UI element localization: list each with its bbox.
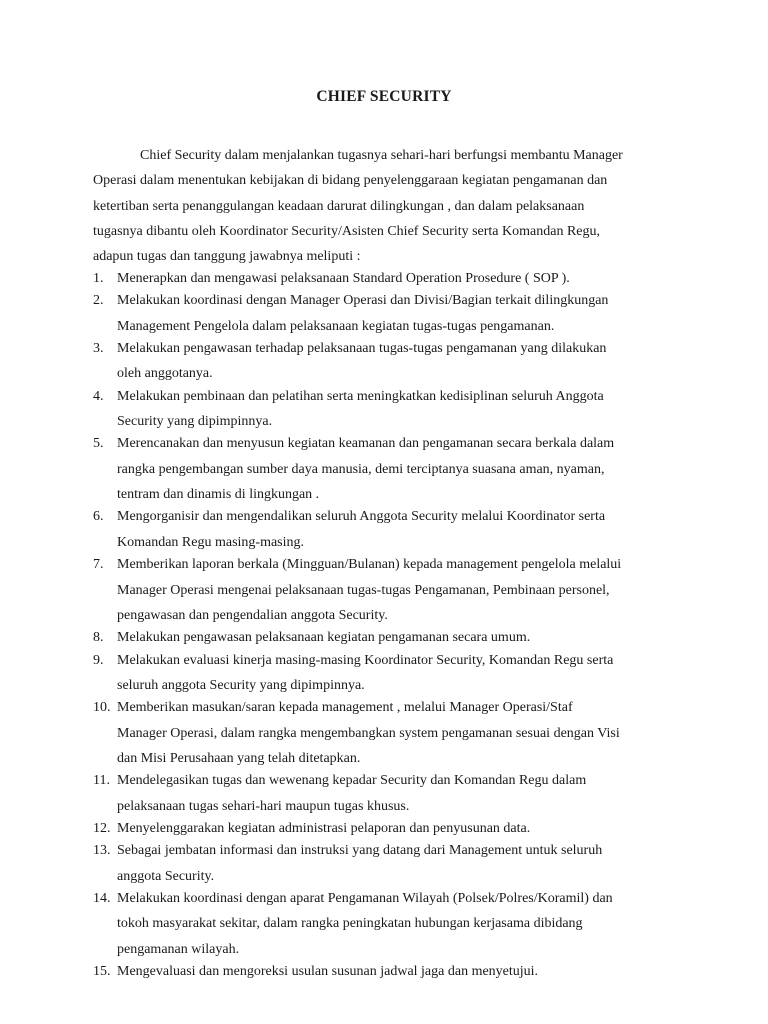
list-item-text: seluruh anggota Security yang dipimpinnya. (117, 678, 365, 693)
intro-paragraph (93, 143, 693, 269)
list-item (93, 506, 693, 553)
list-item-text: Menyelenggarakan kegiatan administrasi pelaporan dan penyusunan data. (117, 821, 531, 837)
list-item (93, 338, 693, 385)
list-item (93, 386, 693, 433)
intro-line: Chief Security dalam menjalankan tugasnya sehari-hari berfungsi membantu Manager (140, 148, 623, 163)
intro-line: adapun tugas dan tanggung jawabnya meliputi : (93, 249, 361, 265)
list-item-text: Manager Operasi mengenai pelaksanaan tugas-tugas Pengamanan, Pembinaan personel, (117, 582, 610, 598)
list-item (93, 433, 693, 505)
list-item-text: Menerapkan dan mengawasi pelaksanaan Standard Operation Prosedure ( SOP ). (117, 271, 570, 286)
list-item-text: pengawasan dan pengendalian anggota Security. (117, 608, 388, 624)
list-item-text: Memberikan masukan/saran kepada management , melalui Manager Operasi/Staf (117, 700, 573, 716)
list-item (93, 840, 693, 887)
list-item-number: 9. (93, 652, 104, 668)
intro-line: ketertiban serta penanggulangan keadaan darurat dilingkungan , dan dalam pelaksanaan (93, 198, 585, 214)
list-item-text: tentram dan dinamis di lingkungan . (117, 487, 320, 503)
list-item-number: 13. (93, 843, 111, 859)
list-item (93, 888, 693, 960)
list-item-text: Memberikan laporan berkala (Mingguan/Bulanan) kepada management pengelola melalui (117, 557, 622, 573)
list-item-number: 10. (93, 700, 111, 716)
list-item-text: Melakukan koordinasi dengan aparat Pengamanan Wilayah (Polsek/Polres/Koramil) dan (117, 890, 613, 906)
duties-list (93, 268, 693, 983)
list-item-text: Melakukan pengawasan pelaksanaan kegiatan pengamanan secara umum. (117, 630, 531, 646)
page-title: CHIEF SECURITY (316, 88, 452, 105)
list-item-text: Mengevaluasi dan mengoreksi usulan susunan jadwal jaga dan menyetujui. (117, 964, 539, 980)
list-item-text: Security yang dipimpinnya. (117, 414, 273, 430)
intro-line: Operasi dalam menentukan kebijakan di bidang penyelenggaraan kegiatan pengamanan dan (93, 173, 608, 189)
list-item-number: 2. (93, 293, 104, 309)
list-item-text: Melakukan pengawasan terhadap pelaksanaan tugas-tugas pengamanan yang dilakukan (117, 340, 607, 356)
list-item-text: Melakukan evaluasi kinerja masing-masing Koordinator Security, Komandan Regu serta (117, 652, 614, 668)
list-item-text: oleh anggotanya. (117, 366, 213, 382)
list-item-number: 1. (93, 271, 104, 286)
list-item-number: 5. (93, 436, 104, 452)
list-item-number: 12. (93, 821, 111, 837)
list-item-text: tokoh masyarakat sekitar, dalam rangka peningkatan hubungan kerjasama dibidang (117, 916, 583, 932)
list-item (93, 770, 693, 817)
list-item-text: Melakukan pembinaan dan pelatihan serta meningkatkan kedisiplinan seluruh Anggota (117, 388, 604, 404)
list-item-text: pengamanan wilayah. (117, 941, 240, 957)
list-item-text: rangka pengembangan sumber daya manusia, demi terciptanya suasana aman, nyaman, (117, 461, 605, 477)
list-item-text: pelaksanaan tugas sehari-hari maupun tugas khusus. (117, 798, 410, 814)
list-item-text: Sebagai jembatan informasi dan instruksi yang datang dari Management untuk seluruh (117, 843, 603, 859)
list-item-text: Mengorganisir dan mengendalikan seluruh Anggota Security melalui Koordinator serta (117, 509, 606, 525)
list-item (93, 268, 693, 289)
list-item-text: Management Pengelola dalam pelaksanaan kegiatan tugas-tugas pengamanan. (117, 318, 555, 334)
list-item (93, 290, 693, 337)
list-item-number: 3. (93, 340, 104, 356)
list-item-text: dan Misi Perusahaan yang telah ditetapkan. (117, 751, 361, 767)
list-item (93, 697, 693, 769)
list-item (93, 961, 693, 982)
list-item-text: anggota Security. (117, 868, 215, 884)
intro-line: tugasnya dibantu oleh Koordinator Security/Asisten Chief Security serta Komandan Regu, (93, 223, 601, 239)
list-item-number: 6. (93, 509, 104, 525)
list-item-text: Merencanakan dan menyusun kegiatan keamanan dan pengamanan secara berkala dalam (117, 436, 615, 452)
list-item-text: Manager Operasi, dalam rangka mengembangkan system pengamanan sesuai dengan Visi (117, 725, 620, 741)
list-item-number: 11. (93, 773, 110, 789)
list-item (93, 818, 693, 839)
list-item-number: 14. (93, 890, 111, 906)
list-item-text: Komandan Regu masing-masing. (117, 534, 305, 550)
list-item-number: 4. (93, 388, 104, 404)
list-item-number: 7. (93, 557, 104, 573)
list-item-text: Melakukan koordinasi dengan Manager Operasi dan Divisi/Bagian terkait dilingkungan (117, 293, 609, 309)
list-item (93, 554, 693, 626)
list-item-number: 8. (93, 630, 104, 646)
list-item (93, 627, 693, 648)
list-item-text: Mendelegasikan tugas dan wewenang kepadar Security dan Komandan Regu dalam (117, 773, 587, 789)
list-item-number: 15. (93, 964, 111, 980)
list-item (93, 650, 693, 697)
